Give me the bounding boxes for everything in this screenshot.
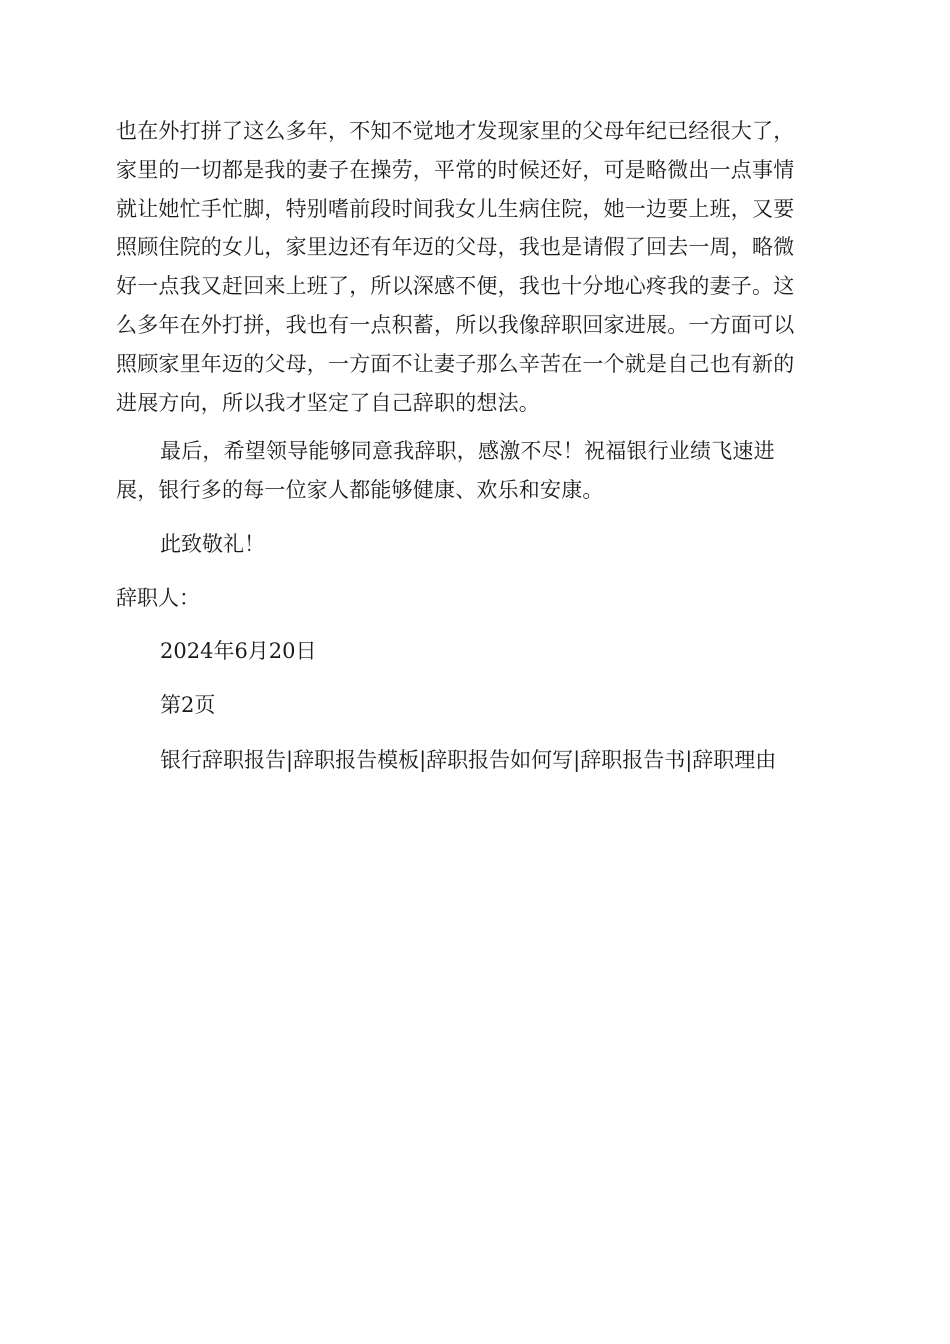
paragraph-line: 好一点我又赶回来上班了，所以深感不便，我也十分地心疼我的妻子。这 — [116, 274, 795, 299]
paragraph-line: 照顾家里年迈的父母，一方面不让妻子那么辛苦在一个就是自己也有新的 — [116, 351, 795, 376]
letter-date: 2024年6月20日 — [160, 639, 317, 663]
related-links: 银行辞职报告|辞职报告模板|辞职报告如何写|辞职报告书|辞职理由 — [160, 748, 777, 772]
body-paragraph-1 — [116, 112, 836, 422]
paragraph-line: 最后，希望领导能够同意我辞职，感激不尽！祝福银行业绩飞速进 — [160, 439, 775, 463]
paragraph-line: 照顾住院的女儿，家里边还有年迈的父母，我也是请假了回去一周，略微 — [116, 235, 795, 260]
paragraph-line: 么多年在外打拼，我也有一点积蓄，所以我像辞职回家进展。一方面可以 — [116, 312, 795, 337]
signer-label: 辞职人： — [116, 586, 200, 610]
body-paragraph-2 — [116, 432, 836, 510]
paragraph-line: 家里的一切都是我的妻子在操劳，平常的时候还好，可是略微出一点事情 — [116, 157, 795, 182]
paragraph-line: 也在外打拼了这么多年，不知不觉地才发现家里的父母年纪已经很大了， — [116, 119, 795, 143]
closing-salutation: 此致敬礼！ — [160, 532, 265, 556]
paragraph-line: 展，银行多的每一位家人都能够健康、欢乐和安康。 — [116, 477, 604, 502]
paragraph-line: 进展方向，所以我才坚定了自己辞职的想法。 — [116, 390, 540, 415]
page-number: 第2页 — [160, 693, 216, 717]
paragraph-line: 就让她忙手忙脚，特别嗜前段时间我女儿生病住院，她一边要上班，又要 — [116, 196, 795, 221]
